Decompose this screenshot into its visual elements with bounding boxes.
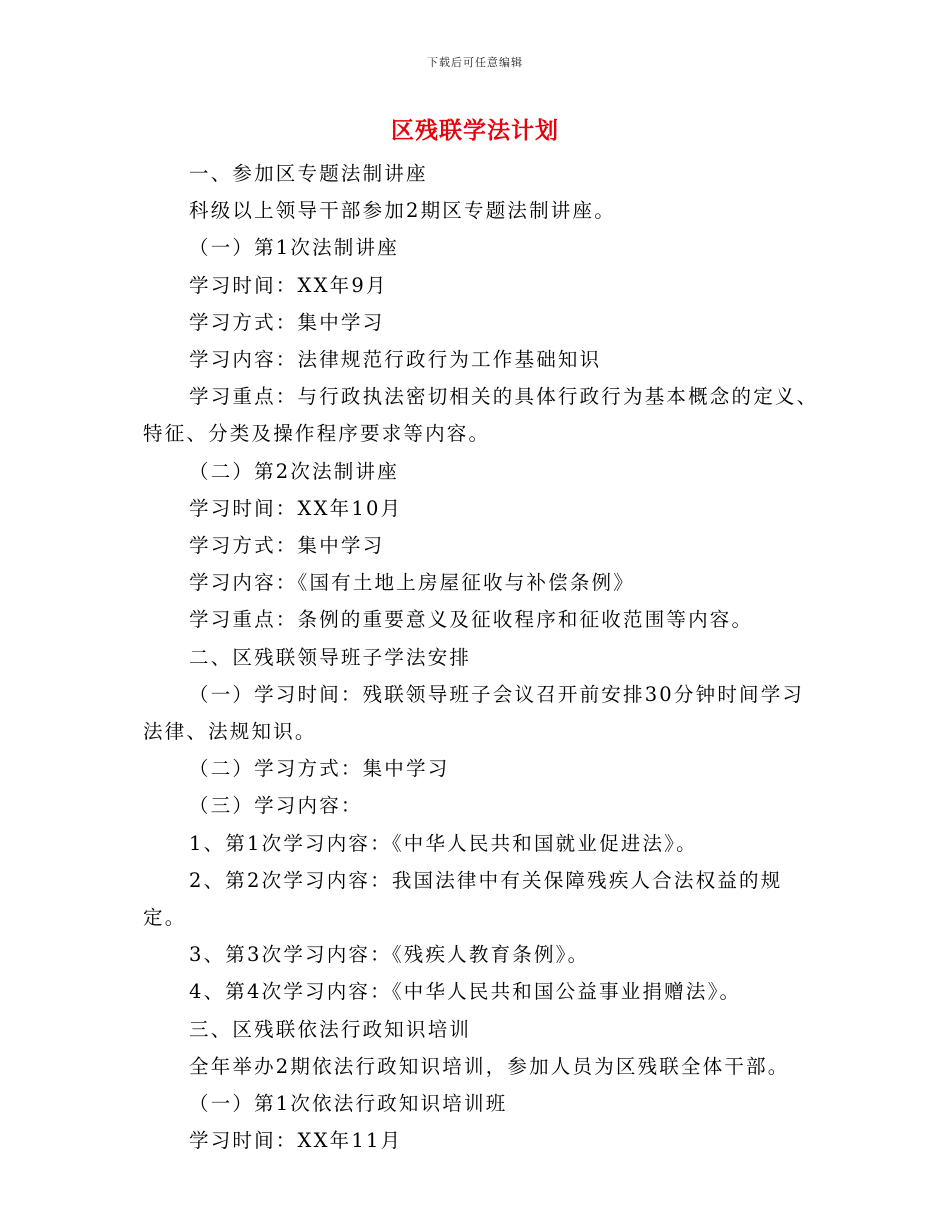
- header-note: 下载后可任意编辑: [427, 56, 523, 69]
- document-title: 区残联学法计划: [391, 118, 559, 144]
- paragraph: 二、区残联领导班子学法安排: [189, 645, 472, 669]
- paragraph: 1、第1次学习内容：《中华人民共和国就业促进法》。: [189, 831, 698, 855]
- document-body: [143, 155, 823, 1159]
- paragraph: 3、第3次学习内容：《残疾人教育条例》。: [189, 943, 590, 967]
- paragraph: （三）学习内容：: [189, 794, 363, 818]
- paragraph: 科级以上领导干部参加2期区专题法制讲座。: [189, 199, 616, 223]
- paragraph: 学习时间：XX年9月: [189, 273, 388, 297]
- paragraph: 三、区残联依法行政知识培训: [189, 1017, 472, 1041]
- paragraph: 学习时间：XX年10月: [189, 496, 403, 520]
- paragraph: 学习时间：XX年11月: [189, 1129, 403, 1153]
- paragraph: 一、参加区专题法制讲座: [189, 162, 428, 185]
- paragraph: （一）学习时间：残联领导班子会议召开前安排30分钟时间学习法律、法规知识。: [143, 682, 805, 744]
- paragraph: 学习方式：集中学习: [189, 534, 385, 558]
- paragraph: （二）第2次法制讲座: [189, 459, 399, 483]
- paragraph: 学习方式：集中学习: [189, 310, 385, 334]
- paragraph: 学习重点：与行政执法密切相关的具体行政行为基本概念的定义、特征、分类及操作程序要求等内容。: [143, 385, 819, 446]
- paragraph: 学习重点：条例的重要意义及征收程序和征收范围等内容。: [189, 608, 754, 632]
- paragraph: 学习内容：《国有土地上房屋征收与补偿条例》: [189, 571, 635, 595]
- paragraph: （二）学习方式：集中学习: [189, 757, 450, 781]
- paragraph: （一）第1次依法行政知识培训班: [189, 1092, 508, 1116]
- paragraph: 学习内容：法律规范行政行为工作基础知识: [189, 348, 602, 372]
- paragraph: 2、第2次学习内容：我国法律中有关保障残疾人合法权益的规定。: [143, 868, 783, 930]
- paragraph: 全年举办2期依法行政知识培训，参加人员为区残联全体干部。: [189, 1054, 790, 1078]
- paragraph: 4、第4次学习内容：《中华人民共和国公益事业捐赠法》。: [189, 980, 742, 1004]
- paragraph: （一）第1次法制讲座: [189, 236, 399, 260]
